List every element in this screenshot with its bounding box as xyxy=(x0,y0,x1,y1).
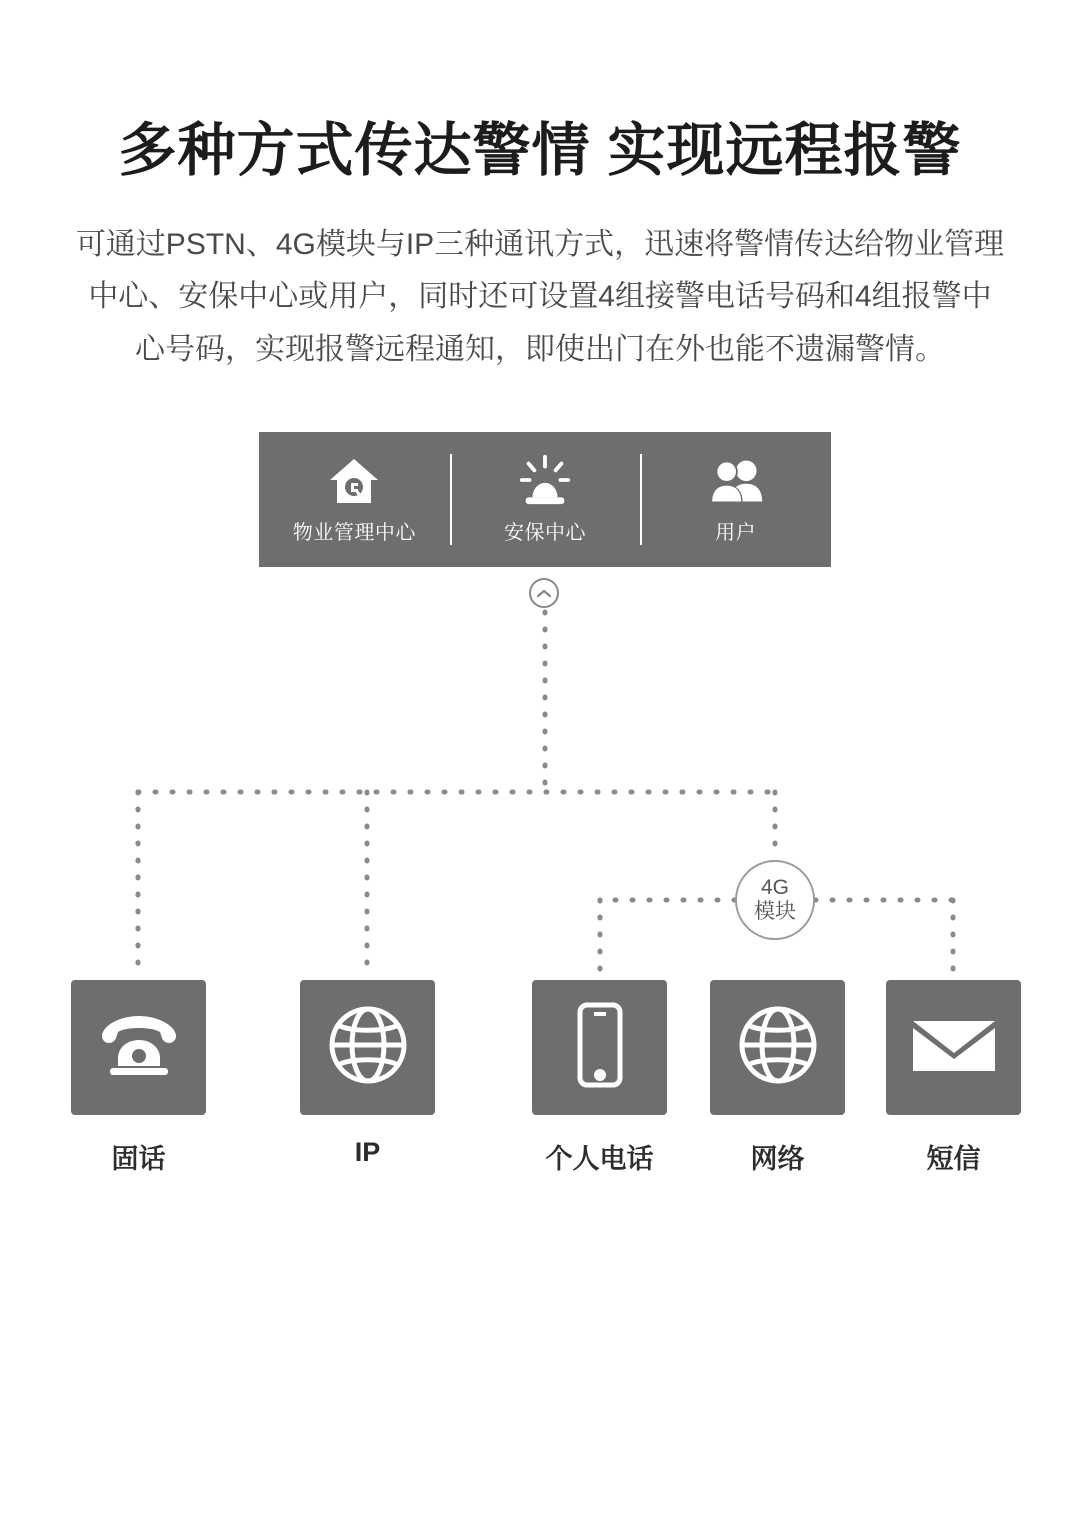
channel-personal-phone[interactable] xyxy=(532,980,667,1176)
page-title: 多种方式传达警情 实现远程报警 xyxy=(118,118,962,183)
channel-label: IP xyxy=(354,1137,381,1168)
telephone-icon xyxy=(96,1010,182,1085)
channel-icon-box xyxy=(71,980,206,1115)
channel-label: 短信 xyxy=(926,1144,981,1175)
alarm-siren-icon xyxy=(517,454,573,506)
4g-module-line2: 模块 xyxy=(754,900,796,924)
channel-label: 网络 xyxy=(750,1144,805,1175)
channel-icon-box xyxy=(532,980,667,1115)
4g-module-line1: 4G xyxy=(760,876,789,900)
receiver-user[interactable] xyxy=(640,432,831,567)
alarm-routing-diagram xyxy=(0,432,1080,1252)
channel-landline[interactable] xyxy=(71,980,206,1176)
channel-network[interactable] xyxy=(710,980,845,1176)
4g-module-node xyxy=(735,860,815,940)
channel-icon-box xyxy=(300,980,435,1115)
channel-label: 固话 xyxy=(111,1144,166,1175)
channel-label: 个人电话 xyxy=(545,1144,654,1175)
smartphone-icon xyxy=(572,1001,628,1094)
receivers-panel xyxy=(259,432,831,567)
house-service-icon xyxy=(326,454,382,506)
channel-ip[interactable] xyxy=(300,980,435,1168)
receiver-property-management[interactable] xyxy=(259,432,450,567)
receiver-label: 用户 xyxy=(715,522,757,545)
channel-sms[interactable] xyxy=(886,980,1021,1176)
channel-icon-box xyxy=(710,980,845,1115)
receiver-label: 安保中心 xyxy=(504,522,586,545)
page-description: 可通过PSTN、4G模块与IP三种通讯方式，迅速将警情传达给物业管理中心、安保中心或用户，同时还可设置4组接警电话号码和4组报警中心号码，实现报警远程通知，即使出门在外也能不遗漏警情。 xyxy=(75,227,1005,366)
receiver-label: 物业管理中心 xyxy=(292,522,416,545)
envelope-icon xyxy=(909,1013,999,1082)
receiver-security-center[interactable] xyxy=(450,432,641,567)
chevron-up-circle-icon[interactable] xyxy=(529,578,559,608)
channel-icon-box xyxy=(886,980,1021,1115)
users-icon xyxy=(708,454,764,506)
globe-icon xyxy=(327,1004,409,1091)
globe-icon xyxy=(737,1004,819,1091)
